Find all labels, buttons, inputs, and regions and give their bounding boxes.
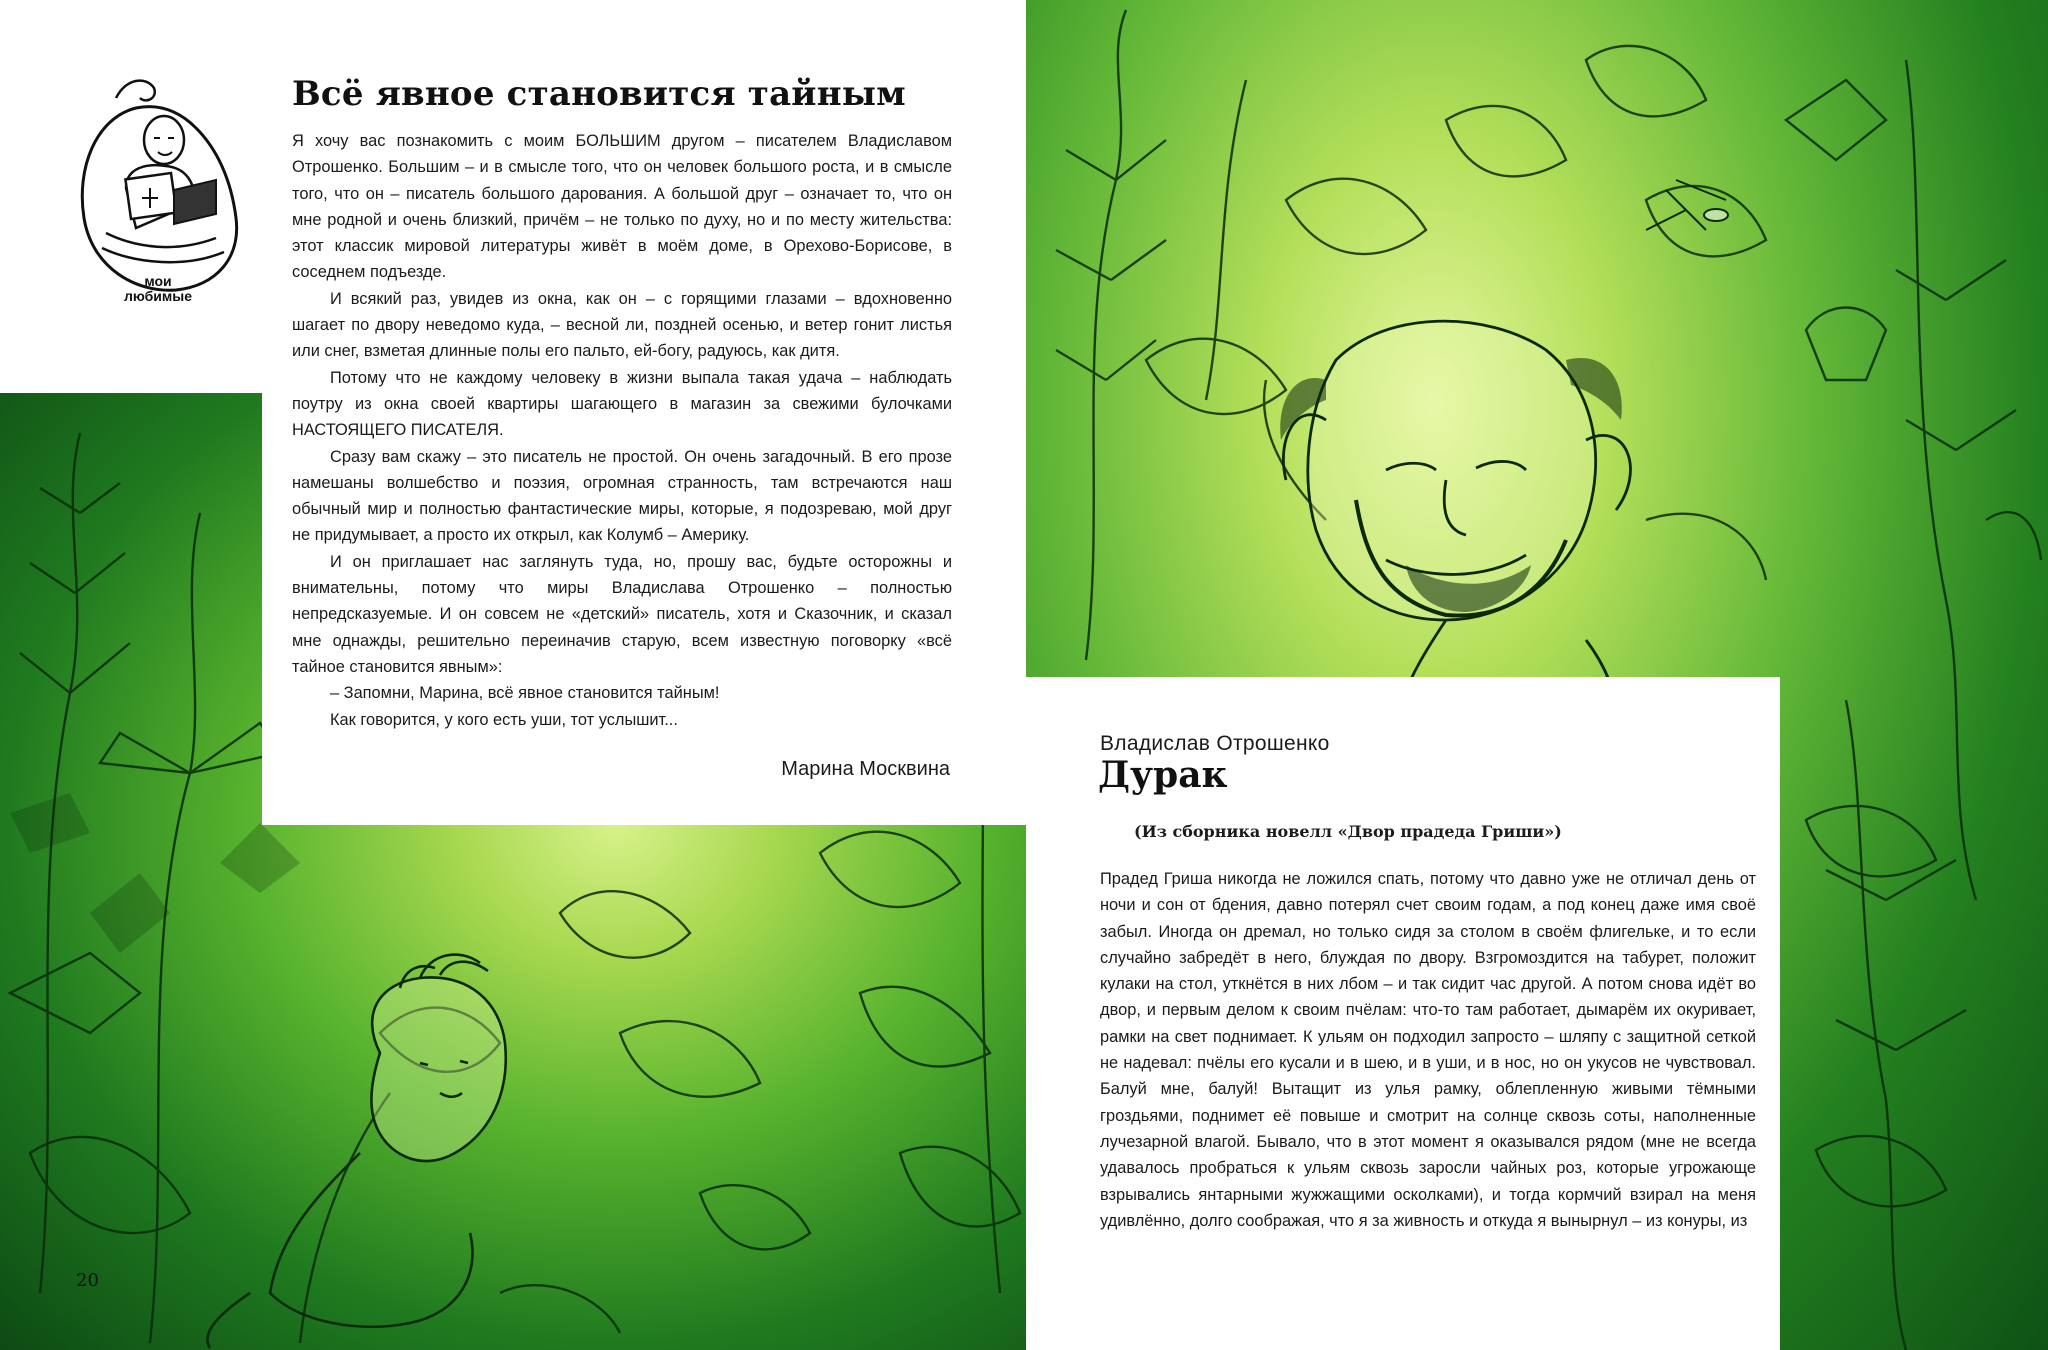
story-body xyxy=(1100,866,1756,1234)
story-author: Владислав Отрошенко xyxy=(1100,732,1330,755)
logo-caption xyxy=(94,274,222,304)
story-subtitle: (Из сборника новелл «Двор прадеда Гриши») xyxy=(1134,822,1562,841)
essay-title: Всё явное становится тайным xyxy=(292,74,906,114)
logo-caption-line-2: любимые xyxy=(123,288,193,304)
logo-caption-line-1: мои xyxy=(144,273,172,289)
story-title: Дурак xyxy=(1098,754,1228,796)
essay-paragraph: И всякий раз, увидев из окна, как он – с горящими глазами – вдохновенно шагает по двору неведомо куда, – весной ли, поздней осенью, и ветер гонит листья или снег, взметая длинные полы его пальто, ей-богу, радуюсь, как дитя. xyxy=(292,289,952,361)
essay-paragraph: – Запомни, Марина, всё явное становится тайным! xyxy=(330,684,720,703)
reader-with-book-icon xyxy=(66,68,252,304)
essay-body xyxy=(292,128,952,733)
page-number: 20 xyxy=(76,1270,99,1291)
essay-signature: Марина Москвина xyxy=(781,758,950,780)
essay-paragraph: И он приглашает нас заглянуть туда, но, прошу вас, будьте осторожны и внимательны, потому что миры Владислава Отрошенко – полностью непредсказуемые. И он совсем не «детский» писатель, хотя и Сказочник, и сказал мне однажды, решительно переиначив старую, всем известную поговорку «всё тайное становится явным»: xyxy=(292,552,952,676)
essay-paragraph: Как говорится, у кого есть уши, тот услышит... xyxy=(330,710,678,729)
essay-paragraph: Сразу вам скажу – это писатель не простой. Он очень загадочный. В его прозе намешаны волшебство и поэзия, огромная странность, там встречаются наш обычный мир и полностью фантастические миры, которые, я подозреваю, мой друг не придумывает, а просто их открыл, как Колумб – Америку. xyxy=(292,447,952,545)
story-paragraph: Прадед Гриша никогда не ложился спать, потому что давно уже не отличал день от ночи и сон от бдения, давно потерял счет своим годам, а под конец даже имя своё забыл. Иногда он дремал, но только сидя за столом в своём флигельке, и то если случайно забредёт в него, блуждая по двору. Взгромоздится на табурет, положит кулаки на стол, уткнётся в них лбом – и так сидит час другой. А потом снова идёт во двор, и первым делом к своим пчёлам: что-то там работает, дымарём их окуривает, рамки на свет поднимает. К ульям он подходил запросто – шляпу с защитной сеткой не надевал: пчёлы его кусали и в шею, и в уши, и в нос, но он укусов не чувствовал. Балуй мне, балуй! Вытащит из улья рамку, облепленную живыми тёмными гроздьями, поднимет её повыше и смотрит на солнце сквозь соты, наполненные лучезарной влагой. Бывало, что в этот момент я оказывался рядом (мне не всегда удавалось пробраться к ульям сквозь заросли чайных роз, которые угрожающе взрывались янтарными жужжащими осколками), и тогда кормчий взирал на меня удивлённо, долго соображая, что я за живность и откуда я вынырнул – из конуры, из xyxy=(1100,870,1756,1230)
essay-paragraph: Я хочу вас познакомить с моим БОЛЬШИМ другом – писателем Владиславом Отрошенко. Большим – и в смысле того, что он человек большого роста, и в смысле того, что он – писатель большого дарования. А большой друг – означает то, что он мне родной и очень близкий, причём – не только по духу, но и по месту жительства: этот классик мировой литературы живёт в моём доме, в Орехово-Борисове, в соседнем подъезде. xyxy=(292,132,952,282)
essay-paragraph: Потому что не каждому человеку в жизни выпала такая удача – наблюдать поутру из окна своей квартиры шагающего в магазин за свежими булочками НАСТОЯЩЕГО ПИСАТЕЛЯ. xyxy=(292,368,952,440)
